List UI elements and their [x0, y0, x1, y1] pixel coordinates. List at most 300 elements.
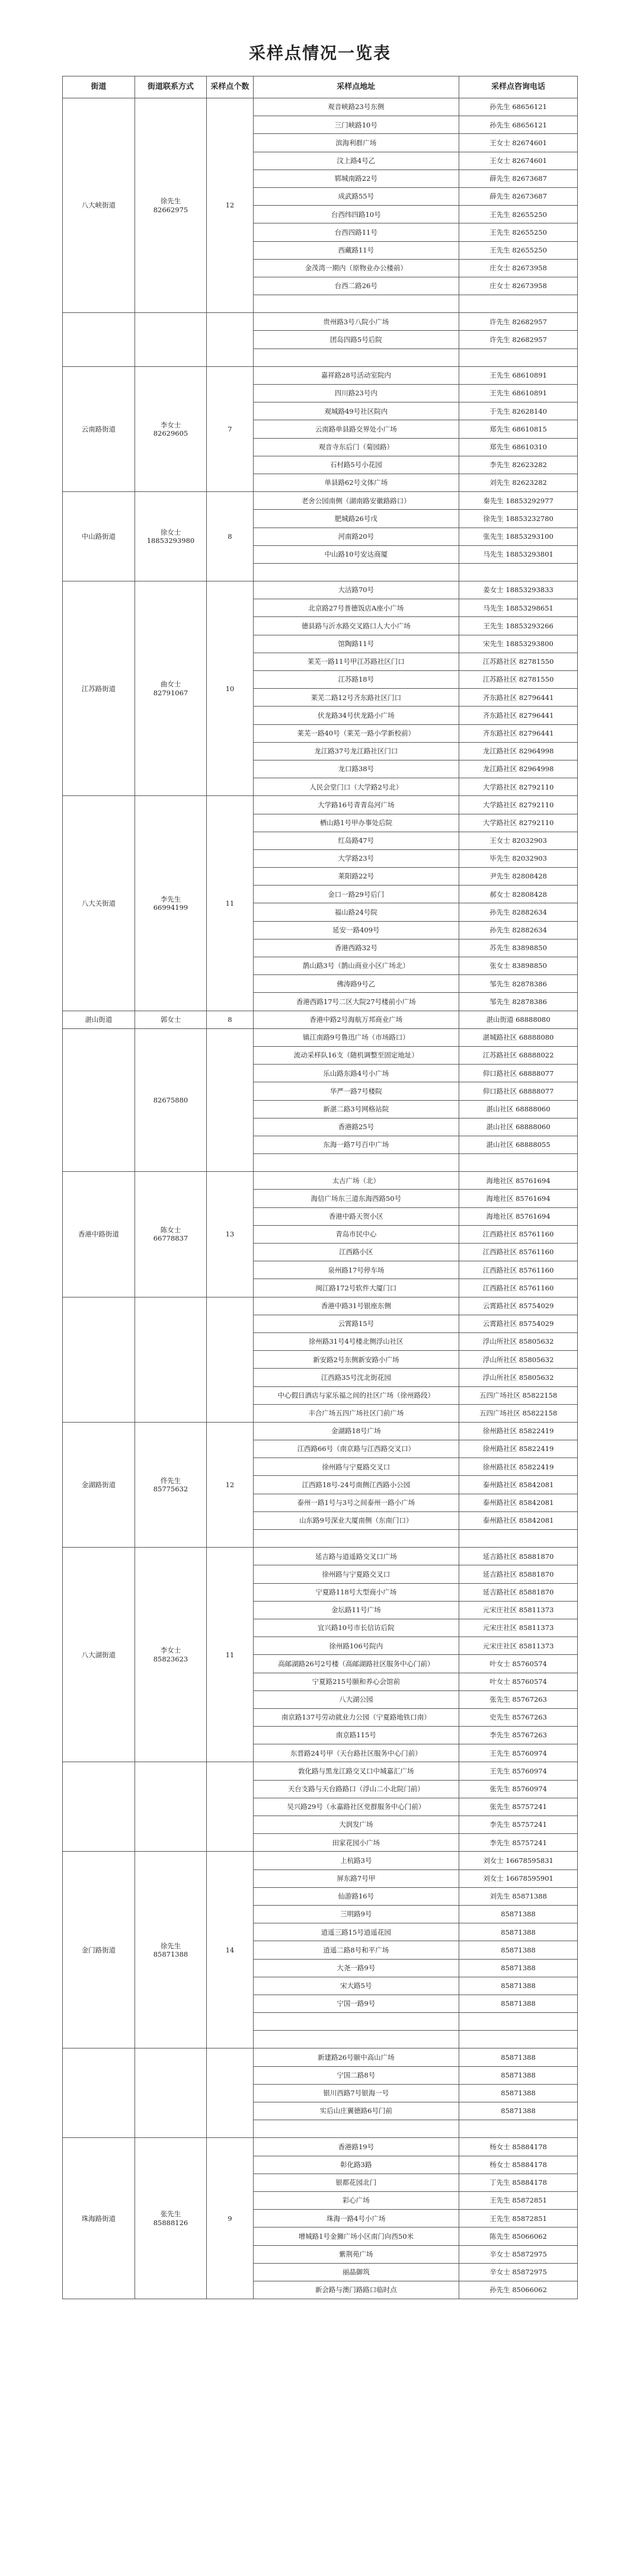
phone-cell [459, 295, 578, 313]
contact-cell: 曲女士 82791067 [135, 581, 207, 796]
address-cell: 江苏路18号 [253, 671, 459, 689]
address-cell: 四川路23号内 [253, 385, 459, 402]
phone-cell: 湛山社区 68888060 [459, 1118, 578, 1136]
address-cell: 徐州路106号院内 [253, 1637, 459, 1655]
phone-cell [459, 2031, 578, 2048]
phone-cell: 85871388 [459, 1923, 578, 1941]
street-cell [63, 313, 135, 367]
phone-cell: 郑先生 68610310 [459, 438, 578, 456]
phone-cell: 陈先生 85066062 [459, 2227, 578, 2245]
table-row [63, 1297, 578, 1315]
count-cell: 8 [207, 492, 253, 581]
address-cell: 延吉路与逍遥路交叉口广场 [253, 1548, 459, 1565]
address-cell: 山东路9号深业大厦南侧（东南门口） [253, 1511, 459, 1529]
street-cell: 香港中路街道 [63, 1172, 135, 1297]
phone-cell: 叶女士 85760574 [459, 1673, 578, 1690]
header-phone: 采样点咨询电话 [459, 76, 578, 98]
phone-cell: 湛山社区 68888055 [459, 1136, 578, 1153]
address-cell: 香港中路31号银座东侧 [253, 1297, 459, 1315]
address-cell: 香港西路17号二区大院27号楼前小广场 [253, 993, 459, 1011]
phone-cell: 李先生 85757241 [459, 1834, 578, 1852]
phone-cell: 郑先生 68610815 [459, 420, 578, 438]
address-cell: 莱芜一路40号（莱芜一路小学新校前） [253, 724, 459, 742]
phone-cell: 刘先生 82623282 [459, 474, 578, 491]
street-cell: 珠海路街道 [63, 2138, 135, 2299]
street-cell: 八大湖街道 [63, 1548, 135, 1762]
phone-cell: 王先生 85872851 [459, 2191, 578, 2209]
phone-cell: 张先生 85760974 [459, 1780, 578, 1798]
address-cell: 敦化路与黑龙江路交叉口中城嘉汇广场 [253, 1762, 459, 1780]
street-cell: 江苏路街道 [63, 581, 135, 796]
street-cell: 中山路街道 [63, 492, 135, 581]
address-cell: 香港西路32号 [253, 939, 459, 957]
address-cell: 逍遥二路8号和平广场 [253, 1941, 459, 1959]
contact-cell: 李女士 82629605 [135, 366, 207, 491]
phone-cell: 延吉路社区 85881870 [459, 1548, 578, 1565]
phone-cell [459, 563, 578, 581]
address-cell: 莱芜二路12号齐东路社区门口 [253, 689, 459, 707]
phone-cell: 五四广场社区 85822158 [459, 1404, 578, 1422]
address-cell: 观音寺东后门（菊园路） [253, 438, 459, 456]
address-cell: 流动采样队16支（随机调整至固定地址） [253, 1046, 459, 1064]
phone-cell: 泰州路社区 85842081 [459, 1511, 578, 1529]
table-row [63, 1011, 578, 1028]
table-row [63, 366, 578, 384]
phone-cell: 延吉路社区 85881870 [459, 1583, 578, 1601]
address-cell: 北京路27号普德饭店A座小广场 [253, 599, 459, 617]
count-cell: 8 [207, 1011, 253, 1028]
page-title: 采样点情况一览表 [248, 43, 391, 63]
phone-cell: 辛女士 85872975 [459, 2245, 578, 2263]
address-cell: 逍遥三路15号逍遥花园 [253, 1923, 459, 1941]
phone-cell: 大学路社区 82792110 [459, 814, 578, 832]
address-cell: 香港中路天贺小区 [253, 1207, 459, 1225]
phone-cell: 元宋庄社区 85811373 [459, 1601, 578, 1619]
address-cell: 鹊山路3号（鹊山商业小区广场北） [253, 957, 459, 975]
phone-cell: 尹先生 82808428 [459, 868, 578, 886]
address-cell: 青岛市民中心 [253, 1225, 459, 1243]
address-cell: 江西路35号沈北街花园 [253, 1369, 459, 1386]
phone-cell: 秦先生 18853292977 [459, 492, 578, 510]
phone-cell: 湛山社区 68888060 [459, 1100, 578, 1118]
address-cell: 龙口路38号 [253, 760, 459, 778]
address-cell: 贵州路3号八院小广场 [253, 313, 459, 331]
address-cell: 东海一路7号百中广场 [253, 1136, 459, 1153]
phone-cell: 仰口路社区 68888077 [459, 1065, 578, 1082]
phone-cell: 湛城路社区 68888080 [459, 1028, 578, 1046]
header-count: 采样点个数 [207, 76, 253, 98]
address-cell: 银川西路7号银海一号 [253, 2084, 459, 2102]
address-cell: 嘉祥路28号活动室院内 [253, 366, 459, 384]
address-cell: 大沽路70号 [253, 581, 459, 599]
address-cell: 石村路5号小花园 [253, 456, 459, 474]
phone-cell: 大学路社区 82792110 [459, 778, 578, 796]
phone-cell: 史先生 85767263 [459, 1708, 578, 1726]
address-cell: 香港路25号 [253, 1118, 459, 1136]
address-cell: 汶上路4号乙 [253, 152, 459, 170]
address-cell: 肥城路26号戊 [253, 510, 459, 528]
count-cell: 14 [207, 1852, 253, 2048]
count-cell: 12 [207, 98, 253, 313]
address-cell: 徐州路31号4号楼北侧浮山社区 [253, 1332, 459, 1350]
phone-cell: 徐州路社区 85822419 [459, 1422, 578, 1440]
table-row [63, 1762, 578, 1780]
phone-cell: 邹先生 82878386 [459, 975, 578, 993]
address-cell: 增城路1号金狮广场小区南门向西50米 [253, 2227, 459, 2245]
phone-cell: 龙江路社区 82964998 [459, 760, 578, 778]
phone-cell: 张先生 85757241 [459, 1798, 578, 1816]
address-cell: 伏龙路34号伏龙路小广场 [253, 707, 459, 724]
phone-cell: 云霄路社区 85754029 [459, 1297, 578, 1315]
contact-cell [135, 2048, 207, 2138]
phone-cell: 85871388 [459, 2048, 578, 2066]
address-cell: 新湛二路3号网格站院 [253, 1100, 459, 1118]
phone-cell: 李先生 85767263 [459, 1727, 578, 1744]
phone-cell: 王女士 82674601 [459, 152, 578, 170]
address-cell: 团岛四路5号后院 [253, 331, 459, 349]
address-cell: 龙江路37号龙江路社区门口 [253, 742, 459, 760]
phone-cell: 85871388 [459, 1959, 578, 1977]
address-cell [253, 2031, 459, 2048]
address-cell: 馆陶路11号 [253, 635, 459, 653]
phone-cell: 湛山街道 68888080 [459, 1011, 578, 1028]
phone-cell: 杨女士 85884178 [459, 2156, 578, 2174]
table-row [63, 313, 578, 331]
address-cell: 香港中路2号海航万邦商业广场 [253, 1011, 459, 1028]
contact-cell [135, 1297, 207, 1422]
phone-cell: 杨女士 85884178 [459, 2138, 578, 2156]
phone-cell: 五四广场社区 85822158 [459, 1386, 578, 1404]
count-cell: 11 [207, 796, 253, 1011]
address-cell: 八大湖公园 [253, 1690, 459, 1708]
contact-cell: 郭女士 [135, 1011, 207, 1028]
header-street: 街道 [63, 76, 135, 98]
address-cell: 江西路66号（南京路与江西路交叉口） [253, 1440, 459, 1458]
street-cell: 湛山街道 [63, 1011, 135, 1028]
contact-cell [135, 313, 207, 367]
table-row [63, 1422, 578, 1440]
phone-cell: 85871388 [459, 1941, 578, 1959]
address-cell: 金湖路18号广场 [253, 1422, 459, 1440]
address-cell: 屏东路7号甲 [253, 1869, 459, 1887]
address-cell: 人民会堂门口（大学路2号北） [253, 778, 459, 796]
phone-cell: 延吉路社区 85881870 [459, 1565, 578, 1583]
address-cell: 观音峡路23号东侧 [253, 98, 459, 116]
header-row [63, 76, 578, 98]
address-cell: 宁夏路215号颐和养心会馆前 [253, 1673, 459, 1690]
contact-cell: 张先生 85888126 [135, 2138, 207, 2299]
address-cell: 东晋路24号甲（天台路社区服务中心门前） [253, 1744, 459, 1762]
table-row [63, 581, 578, 599]
address-cell: 南京路137号劳动就业力公园（宁夏路地铁口南） [253, 1708, 459, 1726]
phone-cell: 庄女士 82673958 [459, 259, 578, 277]
phone-cell: 许先生 82682957 [459, 313, 578, 331]
address-cell: 海信广场东三道东海西路50号 [253, 1190, 459, 1207]
count-cell: 7 [207, 366, 253, 491]
sampling-sites-table [62, 76, 578, 2299]
count-cell: 13 [207, 1172, 253, 1297]
address-cell: 江西路18号-24号南侧江西路小公园 [253, 1476, 459, 1494]
phone-cell: 江西路社区 85761160 [459, 1279, 578, 1297]
address-cell: 实后山庄翼德路6号门前 [253, 2102, 459, 2120]
phone-cell: 张女士 83898850 [459, 957, 578, 975]
address-cell: 银都花园北门 [253, 2174, 459, 2191]
address-cell: 台西纬四路10号 [253, 206, 459, 223]
phone-cell [459, 1530, 578, 1548]
count-cell: 9 [207, 2138, 253, 2299]
address-cell: 闽江路172号软件大厦门口 [253, 1279, 459, 1297]
contact-cell [135, 1762, 207, 1852]
address-cell: 新建路26号颐中高山广场 [253, 2048, 459, 2066]
table-row [63, 2048, 578, 2066]
phone-cell: 龙江路社区 82964998 [459, 742, 578, 760]
address-cell [253, 1154, 459, 1172]
phone-cell: 元宋庄社区 85811373 [459, 1637, 578, 1655]
phone-cell: 仰口路社区 68888077 [459, 1082, 578, 1100]
address-cell: 莱阳路22号 [253, 868, 459, 886]
phone-cell: 李先生 85757241 [459, 1816, 578, 1834]
address-cell: 紫荆苑广场 [253, 2245, 459, 2263]
phone-cell: 齐东路社区 82796441 [459, 689, 578, 707]
header-contact: 街道联系方式 [135, 76, 207, 98]
address-cell: 云霄路15号 [253, 1315, 459, 1332]
phone-cell: 海地社区 85761694 [459, 1207, 578, 1225]
phone-cell: 马先生 18853293801 [459, 545, 578, 563]
street-cell [63, 2048, 135, 2138]
count-cell: 10 [207, 581, 253, 796]
phone-cell: 85871388 [459, 1995, 578, 2012]
table-row [63, 1028, 578, 1046]
phone-cell: 薛先生 82673687 [459, 170, 578, 187]
address-cell: 徐州路与宁夏路交叉口 [253, 1565, 459, 1583]
contact-cell: 佟先生 85775632 [135, 1422, 207, 1547]
address-cell: 华严一路7号楼院 [253, 1082, 459, 1100]
phone-cell [459, 349, 578, 366]
address-cell: 金坛路11号广场 [253, 1601, 459, 1619]
address-cell: 宁国一路9号 [253, 1995, 459, 2012]
address-cell: 台西四路11号 [253, 223, 459, 241]
phone-cell: 江苏路社区 68888022 [459, 1046, 578, 1064]
address-cell: 宁夏路118号大型商小广场 [253, 1583, 459, 1601]
phone-cell: 齐东路社区 82796441 [459, 724, 578, 742]
phone-cell: 毕先生 82032903 [459, 849, 578, 867]
address-cell: 红岛路47号 [253, 832, 459, 849]
street-cell: 八大峡街道 [63, 98, 135, 313]
phone-cell: 孙先生 82882634 [459, 903, 578, 921]
address-cell: 吴兴路29号（永嘉路社区党群服务中心门前） [253, 1798, 459, 1816]
phone-cell: 徐州路社区 85822419 [459, 1440, 578, 1458]
address-cell: 观城路49号社区院内 [253, 402, 459, 420]
address-cell: 珠海一路4号小广场 [253, 2210, 459, 2227]
phone-cell: 刘先生 85871388 [459, 1887, 578, 1905]
contact-cell: 82675880 [135, 1028, 207, 1172]
phone-cell: 浮山所社区 85805632 [459, 1351, 578, 1369]
address-cell [253, 1530, 459, 1548]
phone-cell: 齐东路社区 82796441 [459, 707, 578, 724]
address-cell: 老舍公园南侧（湖南路安徽路路口） [253, 492, 459, 510]
phone-cell: 庄女士 82673958 [459, 277, 578, 295]
phone-cell: 孙先生 68656121 [459, 116, 578, 134]
street-cell: 八大关街道 [63, 796, 135, 1011]
address-cell: 丰合广场五四广场社区门前广场 [253, 1404, 459, 1422]
phone-cell: 江苏路社区 82781550 [459, 671, 578, 689]
phone-cell: 江苏路社区 82781550 [459, 653, 578, 670]
phone-cell: 李先生 82623282 [459, 456, 578, 474]
table-row [63, 1172, 578, 1190]
phone-cell: 王先生 18853293266 [459, 617, 578, 635]
address-cell: 金口一路29号后门 [253, 886, 459, 903]
address-cell: 单县路62号文体广场 [253, 474, 459, 491]
table-row [63, 796, 578, 814]
phone-cell: 叶女士 85760574 [459, 1655, 578, 1673]
count-cell [207, 1297, 253, 1422]
table-row [63, 1852, 578, 1869]
table-row [63, 1548, 578, 1565]
address-cell: 南京路115号 [253, 1727, 459, 1744]
phone-cell: 江西路社区 85761160 [459, 1225, 578, 1243]
address-cell: 台西二路26号 [253, 277, 459, 295]
phone-cell: 丁先生 85884178 [459, 2174, 578, 2191]
address-cell: 西藏路11号 [253, 241, 459, 259]
contact-cell: 徐先生 85871388 [135, 1852, 207, 2048]
address-cell [253, 295, 459, 313]
phone-cell: 王先生 85760974 [459, 1762, 578, 1780]
phone-cell: 泰州路社区 85842081 [459, 1476, 578, 1494]
phone-cell: 浮山所社区 85805632 [459, 1332, 578, 1350]
phone-cell: 辛女士 85872975 [459, 2263, 578, 2281]
contact-cell: 李女士 85823623 [135, 1548, 207, 1762]
address-cell: 金茂湾一期内（原物业办公楼前） [253, 259, 459, 277]
phone-cell: 刘女士 16678595831 [459, 1852, 578, 1869]
address-cell: 新安路2号东侧新安路小广场 [253, 1351, 459, 1369]
phone-cell: 海地社区 85761694 [459, 1190, 578, 1207]
header-address: 采样点地址 [253, 76, 459, 98]
address-cell: 镇江南路9号鲁迅广场（市场路口） [253, 1028, 459, 1046]
phone-cell: 浮山所社区 85805632 [459, 1369, 578, 1386]
count-cell: 11 [207, 1548, 253, 1762]
address-cell: 田家花园小广场 [253, 1834, 459, 1852]
address-cell: 成武路55号 [253, 187, 459, 205]
phone-cell: 姜女士 18853293833 [459, 581, 578, 599]
address-cell: 中心假日酒店与家乐福之间的社区广场（徐州路段） [253, 1386, 459, 1404]
street-cell [63, 1762, 135, 1852]
phone-cell: 85871388 [459, 1905, 578, 1923]
phone-cell: 江西路社区 85761160 [459, 1261, 578, 1279]
phone-cell: 王先生 82655250 [459, 241, 578, 259]
phone-cell: 王先生 68610891 [459, 366, 578, 384]
address-cell: 天台支路与天台路路口（浮山二小北院门前） [253, 1780, 459, 1798]
address-cell: 泰州一路1号与3号之间泰州一路小广场 [253, 1494, 459, 1511]
address-cell: 滨海利群广场 [253, 134, 459, 152]
table-row [63, 98, 578, 116]
phone-cell: 元宋庄社区 85811373 [459, 1619, 578, 1637]
address-cell: 徐州路与宁夏路交叉口 [253, 1458, 459, 1476]
phone-cell: 江西路社区 85761160 [459, 1244, 578, 1261]
contact-cell: 李先生 66994199 [135, 796, 207, 1011]
phone-cell: 马先生 18853298651 [459, 599, 578, 617]
street-cell: 云南路街道 [63, 366, 135, 491]
address-cell: 香港路19号 [253, 2138, 459, 2156]
contact-cell: 陈女士 66778837 [135, 1172, 207, 1297]
phone-cell: 孙先生 85066062 [459, 2281, 578, 2299]
phone-cell: 郝女士 82808428 [459, 886, 578, 903]
count-cell [207, 313, 253, 367]
phone-cell: 邹先生 82878386 [459, 993, 578, 1011]
phone-cell: 85871388 [459, 1977, 578, 1995]
street-cell: 金门路街道 [63, 1852, 135, 2048]
phone-cell [459, 1154, 578, 1172]
address-cell: 大尧一路9号 [253, 1959, 459, 1977]
phone-cell: 王先生 68610891 [459, 385, 578, 402]
phone-cell: 王女士 82674601 [459, 134, 578, 152]
table-row [63, 492, 578, 510]
contact-cell: 徐女士 18853293980 [135, 492, 207, 581]
address-cell: 宋大路5号 [253, 1977, 459, 1995]
address-cell: 云南路单县路交界处小广场 [253, 420, 459, 438]
address-cell: 莱芜一路11号甲江苏路社区门口 [253, 653, 459, 670]
phone-cell: 85871388 [459, 2066, 578, 2084]
address-cell: 仙游路16号 [253, 1887, 459, 1905]
phone-cell: 刘女士 16678595901 [459, 1869, 578, 1887]
phone-cell: 张先生 85767263 [459, 1690, 578, 1708]
phone-cell: 王女士 82032903 [459, 832, 578, 849]
address-cell: 大学路16号青青岛河广场 [253, 796, 459, 814]
phone-cell [459, 2120, 578, 2138]
address-cell [253, 349, 459, 366]
address-cell: 福山路24号院 [253, 903, 459, 921]
address-cell: 高邮湖路26号2号楼（高邮湖路社区服务中心门前） [253, 1655, 459, 1673]
address-cell: 大学路23号 [253, 849, 459, 867]
phone-cell: 徐先生 18853232780 [459, 510, 578, 528]
count-cell [207, 1028, 253, 1172]
address-cell: 泉州路17号停车场 [253, 1261, 459, 1279]
address-cell: 中山路10号安达商厦 [253, 545, 459, 563]
phone-cell: 海地社区 85761694 [459, 1172, 578, 1190]
address-cell: 宜兴路10号市长信访后院 [253, 1619, 459, 1637]
count-cell: 12 [207, 1422, 253, 1547]
address-cell: 栖山路1号甲办事处后院 [253, 814, 459, 832]
phone-cell [459, 2013, 578, 2031]
address-cell [253, 563, 459, 581]
address-cell: 丽晶御筑 [253, 2263, 459, 2281]
phone-cell: 孙先生 82882634 [459, 921, 578, 939]
address-cell: 新会路与澳门路路口临时点 [253, 2281, 459, 2299]
count-cell [207, 2048, 253, 2138]
table-row [63, 2138, 578, 2156]
street-cell [63, 1028, 135, 1172]
phone-cell: 云霄路社区 85754029 [459, 1315, 578, 1332]
phone-cell: 85871388 [459, 2102, 578, 2120]
address-cell: 太古广场（北） [253, 1172, 459, 1190]
address-cell [253, 2013, 459, 2031]
phone-cell: 许先生 82682957 [459, 331, 578, 349]
address-cell: 郓城南路22号 [253, 170, 459, 187]
phone-cell: 苏先生 83898850 [459, 939, 578, 957]
count-cell [207, 1762, 253, 1852]
phone-cell: 王先生 82655250 [459, 206, 578, 223]
address-cell: 河南路20号 [253, 528, 459, 545]
phone-cell: 于先生 82628140 [459, 402, 578, 420]
phone-cell: 85871388 [459, 2084, 578, 2102]
address-cell: 三明路9号 [253, 1905, 459, 1923]
address-cell: 佛涛路9号乙 [253, 975, 459, 993]
address-cell: 大润发广场 [253, 1816, 459, 1834]
address-cell: 三门峡路10号 [253, 116, 459, 134]
street-cell [63, 1297, 135, 1422]
phone-cell: 薛先生 82673687 [459, 187, 578, 205]
address-cell: 宁国二路8号 [253, 2066, 459, 2084]
phone-cell: 王先生 82655250 [459, 223, 578, 241]
